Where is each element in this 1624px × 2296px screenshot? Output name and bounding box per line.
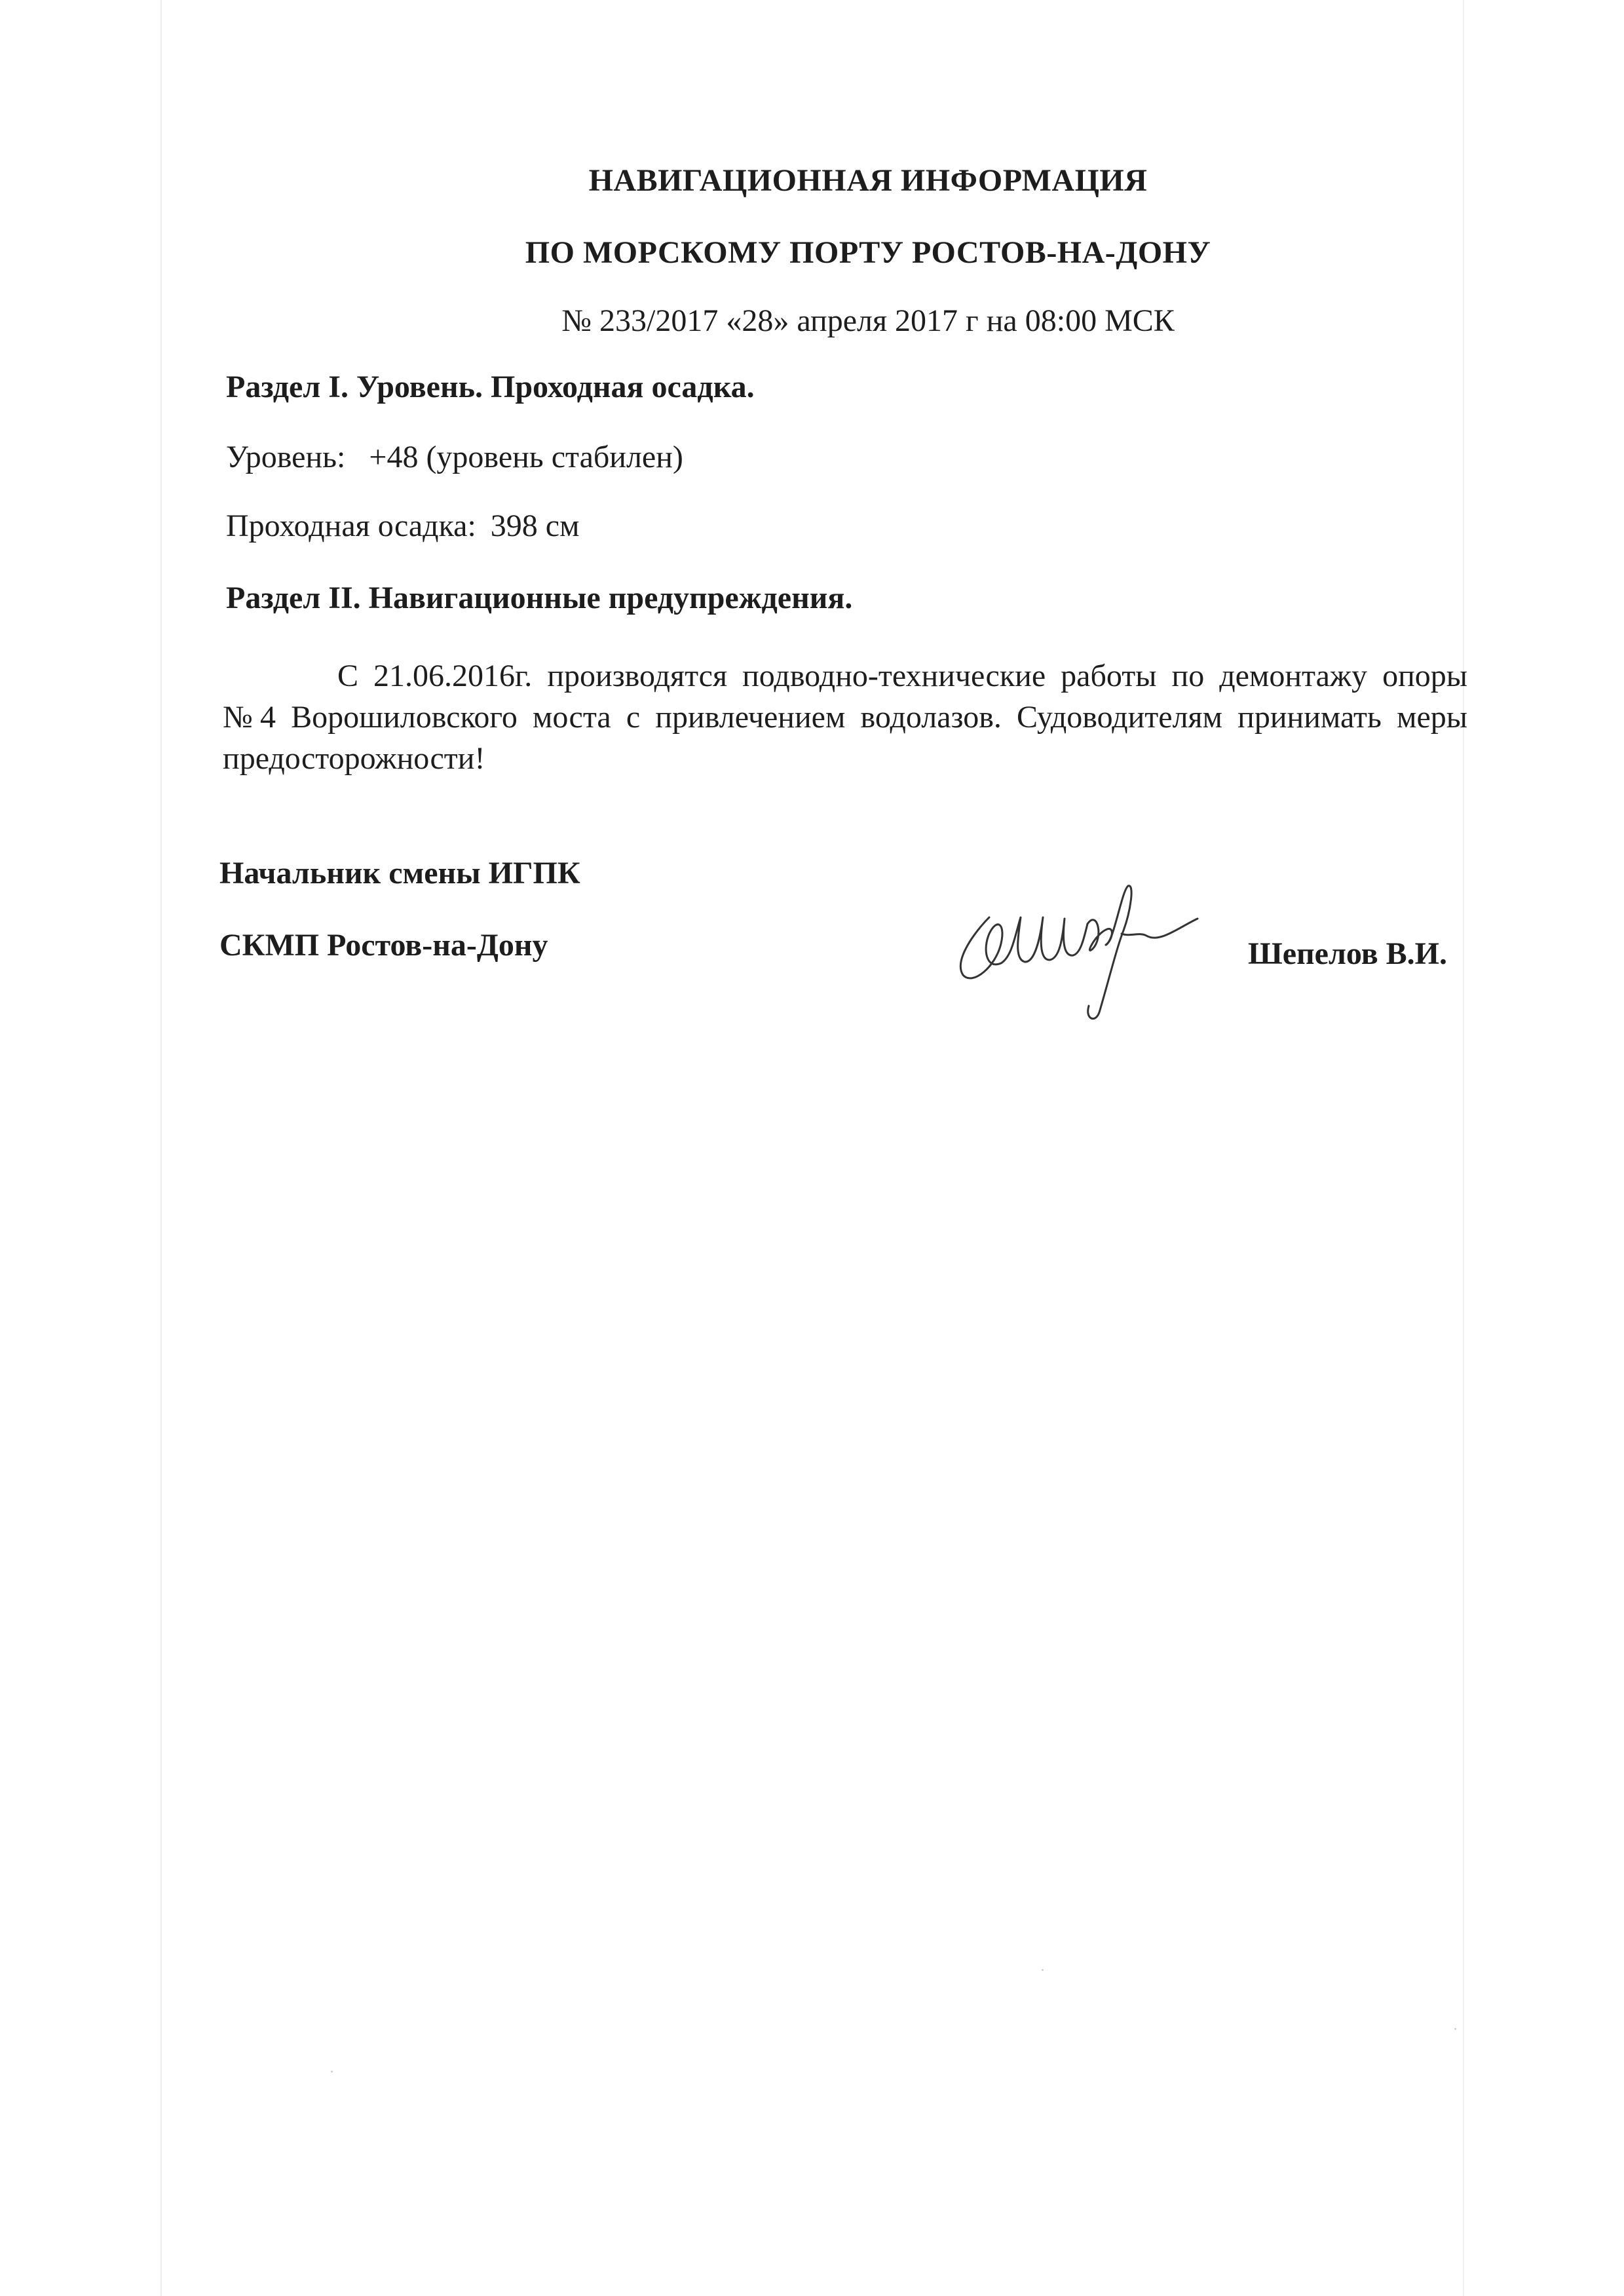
scan-speck: [1042, 1969, 1044, 1971]
handwritten-signature-icon: [950, 871, 1212, 1042]
level-value: +48 (уровень стабилен): [369, 440, 683, 474]
level-label: Уровень:: [226, 440, 346, 474]
warning-text: С 21.06.2016г. производятся подводно-технические работы по демонтажу опоры №4 Ворошиловского моста с привлечением водолазов. Судоводителям принимать меры предосторожности!: [223, 659, 1467, 776]
warning-paragraph: [223, 655, 1467, 779]
draft-row: [226, 508, 579, 544]
level-row: [226, 439, 683, 475]
document-title-line2: ПО МОРСКОМУ ПОРТУ РОСТОВ-НА-ДОНУ: [525, 235, 1211, 270]
document-title-line1: НАВИГАЦИОННАЯ ИНФОРМАЦИЯ: [588, 163, 1148, 198]
section-2-heading: Раздел II. Навигационные предупреждения.: [226, 581, 853, 615]
scan-streak: [1463, 0, 1464, 2296]
signer-name: Шепелов В.И.: [1248, 936, 1447, 971]
scan-speck: [331, 2071, 333, 2073]
scan-speck: [1454, 2028, 1456, 2030]
draft-label: Проходная осадка:: [226, 508, 476, 543]
signer-position-line2: СКМП Ростов-на-Дону: [219, 928, 548, 963]
document-number: № 233/2017 «28» апреля 2017 г на 08:00 МСК: [561, 303, 1175, 338]
scan-streak: [161, 0, 162, 2296]
section-1-heading: Раздел I. Уровень. Проходная осадка.: [226, 370, 755, 404]
draft-value: 398 см: [490, 508, 580, 543]
signer-position-line1: Начальник смены ИГПК: [219, 856, 580, 890]
